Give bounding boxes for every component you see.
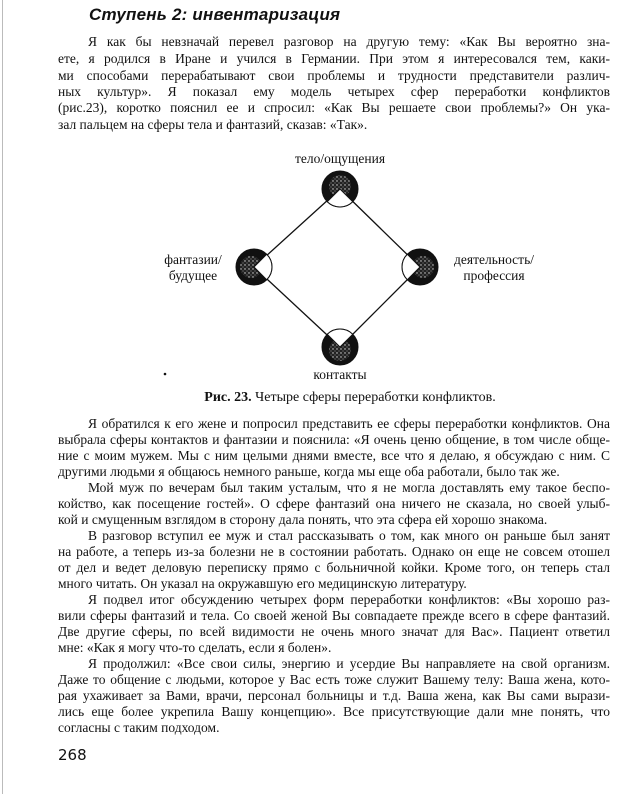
text-line: вили сферы фантазий и тела. Со своей женой Вы совпадаете прежде всего в сфере фантазий. bbox=[58, 608, 610, 623]
text-line: на работе, а теперь из-за болезни не в состоянии работать. Однако он еще не совсем отошел bbox=[58, 544, 610, 559]
text-line: другими людьми я общаюсь немного раньше, когда мы еще оба работали, было так же. bbox=[58, 464, 560, 479]
text-line: кой и смущенным взглядом в сторону дала понять, что эта сфера ей хорошо знакома. bbox=[58, 512, 548, 527]
sphere-contacts-node bbox=[322, 329, 358, 365]
text-line: Я продолжил: «Все свои силы, энергию и усердие Вы направляете на свой организм. bbox=[88, 656, 610, 671]
label-contacts: контакты bbox=[313, 367, 367, 382]
page-number: 268 bbox=[58, 746, 87, 764]
section-heading: Ступень 2: инвентаризация bbox=[89, 5, 341, 24]
text-line: ми способами перерабатывают свои проблемы и трудности представители различ- bbox=[58, 68, 610, 83]
stray-dot bbox=[164, 373, 167, 376]
label-fantasy-2: будущее bbox=[168, 268, 218, 283]
text-line: койство, как посещение гостей». О сфере фантазий она ничего не сказала, но своей улыб- bbox=[58, 496, 610, 511]
text-line: согласны с таким подходом. bbox=[58, 720, 220, 735]
caption-number: Рис. 23. bbox=[204, 390, 252, 405]
sphere-activity-node bbox=[402, 249, 438, 285]
text-line: ние с моим мужем. Мы с ним целыми днями вместе, все что я делаю, я обсуждаю с ним. С bbox=[58, 448, 610, 463]
text-line: рая ухаживает за Вами, врачи, персонал больницы и т.д. Ваша жена, как Вы сами вырази- bbox=[58, 688, 610, 703]
text-line: Даже то общение с людьми, которое у Вас есть тоже служит Вашему телу: Ваша жена, кото- bbox=[58, 672, 610, 687]
text-line: Мой муж по вечерам был таким усталым, что я не могла доставлять ему такое беспо- bbox=[88, 480, 610, 495]
text-line: выбрала сферы контактов и фантазии и пояснила: «Я очень ценю общение, в том числе обще- bbox=[58, 432, 610, 447]
text-line: ных культур». Я показал ему модель четырех сфер переработки конфликтов bbox=[58, 84, 610, 99]
label-fantasy-1: фантазии/ bbox=[164, 252, 222, 267]
text-line: Я обратился к его жене и попросил представить ее сферы переработки конфликтов. Она bbox=[88, 416, 610, 431]
caption-text: Четыре сферы переработки конфликтов. bbox=[255, 390, 496, 405]
text-line: В разговор вступил ее муж и стал рассказывать о том, как много он раньше был занят bbox=[88, 528, 610, 543]
text-line: много читать. Он указал на окружавшую его медицинскую литературу. bbox=[58, 576, 467, 591]
text-line: Я как бы невзначай перевел разговор на другую тему: «Как Вы вероятно зна- bbox=[88, 34, 610, 49]
diamond-edges bbox=[254, 189, 420, 347]
label-activity-2: профессия bbox=[463, 268, 525, 283]
text-line: от дел и ведет деловую переписку прямо с больничной койки. Кроме того, он теперь стал bbox=[58, 560, 610, 575]
label-body: тело/ощущения bbox=[294, 151, 386, 166]
figure-caption bbox=[204, 390, 495, 406]
text-line: ете, я родился в Иране и учился в Германии. При этом я интересовался тем, каки- bbox=[58, 51, 610, 66]
sphere-fantasy-node bbox=[236, 249, 272, 285]
text-line: Две другие сферы, по всей видимости не очень много значат для Вас». Пациент ответил bbox=[58, 624, 610, 639]
text-line: мне: «Как я могу что-то сделать, если я болен». bbox=[58, 640, 332, 655]
label-activity-1: деятельность/ bbox=[454, 252, 534, 267]
text-line: (рис.23), коротко пояснил ее и спросил: «Как Вы решаете свои проблемы?» Он ука- bbox=[58, 100, 610, 115]
text-line: Я подвел итог обсуждению четырех форм переработки конфликтов: «Вы хорошо раз- bbox=[88, 592, 610, 607]
sphere-body-node bbox=[322, 171, 358, 207]
text-line: лись еще более укрепила Вашу концепцию». Все присутствующие дали мне понять, что bbox=[58, 704, 610, 719]
text-line: зал пальцем на сферы тела и фантазий, сказав: «Так». bbox=[58, 117, 368, 132]
